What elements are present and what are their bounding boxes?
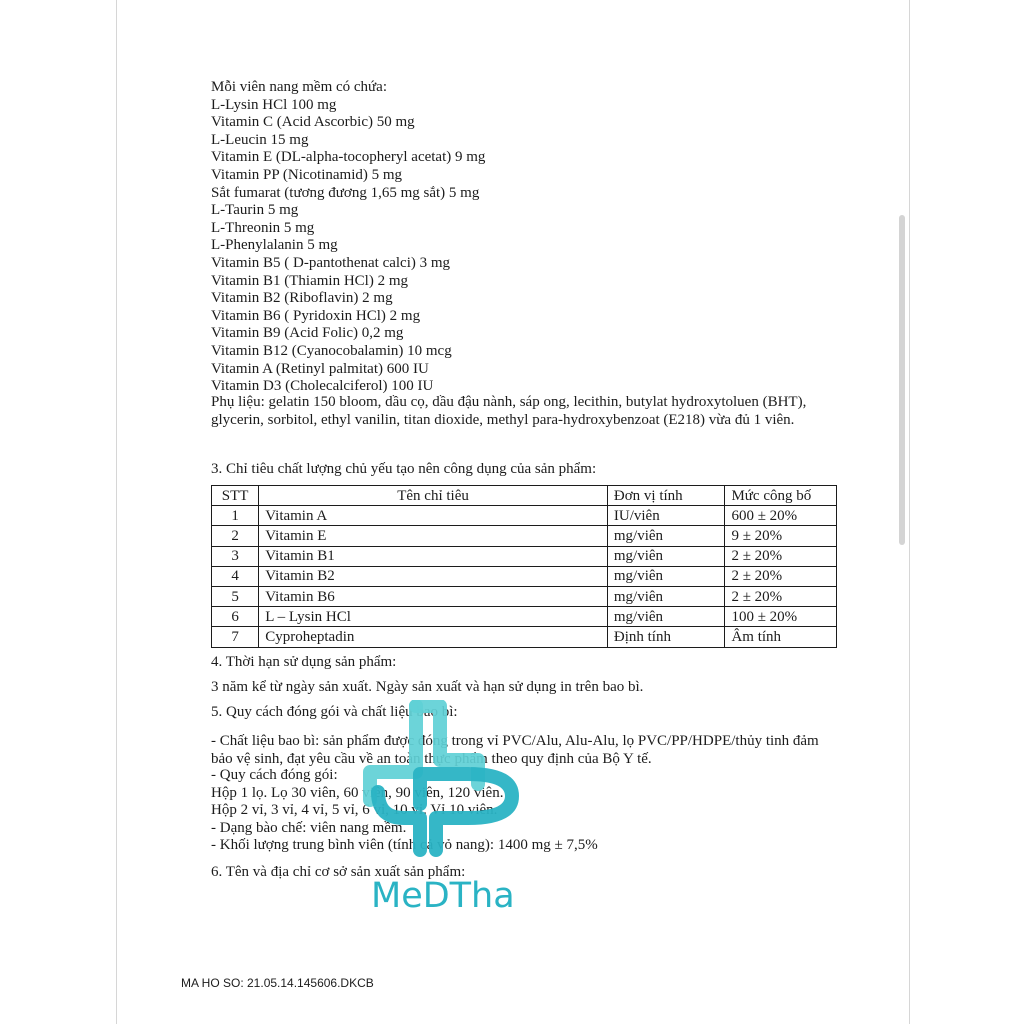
packing-option-blister: Hộp 2 vỉ, 3 vỉ, 4 vỉ, 5 vỉ, 6 vỉ, 10 vỉ. Vỉ 10 viên. (211, 802, 498, 818)
cell-unit: mg/viên (607, 546, 725, 566)
cell-stt: 4 (212, 566, 259, 586)
cell-stt: 1 (212, 506, 259, 526)
watermark-text: MeDTha (371, 876, 515, 916)
ingredient-item: Vitamin B5 ( D-pantothenat calci) 3 mg (211, 254, 451, 271)
ingredient-item: L-Threonin 5 mg (211, 219, 315, 236)
header-level: Mức công bố (725, 486, 837, 506)
ingredient-item: Vitamin A (Retinyl palmitat) 600 IU (211, 360, 429, 377)
ingredient-item: L-Lysin HCl 100 mg (211, 96, 337, 113)
cell-name: Vitamin A (259, 506, 608, 526)
cell-name: L – Lysin HCl (259, 607, 608, 627)
table-row (212, 607, 837, 627)
ingredient-item: Sắt fumarat (tương đương 1,65 mg sắt) 5 mg (211, 184, 480, 201)
cell-name: Vitamin B2 (259, 566, 608, 586)
table-row (212, 586, 837, 606)
cell-name: Vitamin B6 (259, 586, 608, 606)
cell-unit: mg/viên (607, 566, 725, 586)
table-row (212, 566, 837, 586)
ingredient-item: Vitamin D3 (Cholecalciferol) 100 IU (211, 378, 434, 395)
cell-level: 2 ± 20% (725, 566, 837, 586)
section-4-text: 3 năm kể từ ngày sản xuất. Ngày sản xuất và hạn sử dụng in trên bao bì. (211, 679, 644, 695)
ingredient-item: L-Phenylalanin 5 mg (211, 237, 338, 254)
vertical-scrollbar[interactable] (899, 215, 905, 545)
packing-label: - Quy cách đóng gói: (211, 767, 338, 783)
ingredient-list (211, 79, 851, 396)
cell-stt: 5 (212, 586, 259, 606)
section-6-title: 6. Tên và địa chỉ cơ sở sản xuất sản phẩm: (211, 864, 466, 880)
cell-unit: mg/viên (607, 586, 725, 606)
cell-level: 2 ± 20% (725, 546, 837, 566)
cell-stt: 6 (212, 607, 259, 627)
ingredient-item: Vitamin B12 (Cyanocobalamin) 10 mcg (211, 342, 452, 359)
header-stt: STT (212, 486, 259, 506)
cell-unit: mg/viên (607, 607, 725, 627)
table-row (212, 546, 837, 566)
quality-table (211, 485, 837, 648)
dossier-code: MA HO SO: 21.05.14.145606.DKCB (181, 976, 374, 990)
section-4-title: 4. Thời hạn sử dụng sản phẩm: (211, 654, 397, 670)
ingredient-item: Vitamin C (Acid Ascorbic) 50 mg (211, 114, 415, 131)
header-name: Tên chỉ tiêu (259, 486, 608, 506)
header-unit: Đơn vị tính (607, 486, 725, 506)
ingredient-item: L-Taurin 5 mg (211, 202, 299, 219)
ingredient-item: Vitamin B2 (Riboflavin) 2 mg (211, 290, 393, 307)
cell-unit: IU/viên (607, 506, 725, 526)
cell-level: 600 ± 20% (725, 506, 837, 526)
ingredient-item: Vitamin B1 (Thiamin HCl) 2 mg (211, 272, 408, 289)
cell-stt: 7 (212, 627, 259, 647)
average-weight: - Khối lượng trung bình viên (tính cả vỏ nang): 1400 mg ± 7,5% (211, 837, 598, 853)
section-3-title: 3. Chỉ tiêu chất lượng chủ yếu tạo nên công dụng của sản phẩm: (211, 461, 597, 477)
cell-unit: Định tính (607, 627, 725, 647)
cell-name: Vitamin B1 (259, 546, 608, 566)
section-5-title: 5. Quy cách đóng gói và chất liệu bao bì: (211, 704, 458, 720)
cell-level: 9 ± 20% (725, 526, 837, 546)
cell-stt: 3 (212, 546, 259, 566)
excipient-paragraph: Phụ liệu: gelatin 150 bloom, dầu cọ, dầu đậu nành, sáp ong, lecithin, butylat hydroxytoluen (BHT), glycerin, sorbitol, ethyl vanilin, titan dioxide, methyl para-hydroxybenzoat (E218) vừa đủ 1 viên. (211, 394, 807, 428)
ingredient-item: L-Leucin 15 mg (211, 131, 309, 148)
packing-option-bottle: Hộp 1 lọ. Lọ 30 viên, 60 viên, 90 viên, 120 viên. (211, 785, 504, 801)
cell-name: Vitamin E (259, 526, 608, 546)
cell-unit: mg/viên (607, 526, 725, 546)
table-row (212, 627, 837, 647)
cell-level: 2 ± 20% (725, 586, 837, 606)
ingredient-item: Vitamin PP (Nicotinamid) 5 mg (211, 166, 403, 183)
ingredient-heading: Mỗi viên nang mềm có chứa: (211, 79, 388, 95)
cell-level: 100 ± 20% (725, 607, 837, 627)
packaging-material: - Chất liệu bao bì: sản phẩm được đóng trong vỉ PVC/Alu, Alu-Alu, lọ PVC/PP/HDPE/thủy tinh đảm bảo vệ sinh, đạt yêu cầu về an toàn thực phẩm theo quy định của Bộ Y tế. (211, 733, 819, 767)
ingredient-item: Vitamin E (DL-alpha-tocopheryl acetat) 9 mg (211, 149, 486, 166)
table-header-row (212, 486, 837, 506)
table-row (212, 506, 837, 526)
cell-name: Cyproheptadin (259, 627, 608, 647)
cell-stt: 2 (212, 526, 259, 546)
table-row (212, 526, 837, 546)
ingredient-item: Vitamin B6 ( Pyridoxin HCl) 2 mg (211, 307, 421, 324)
dosage-form: - Dạng bào chế: viên nang mềm. (211, 820, 407, 836)
ingredient-item: Vitamin B9 (Acid Folic) 0,2 mg (211, 325, 404, 342)
logo-stroke-dark (420, 774, 512, 850)
cell-level: Âm tính (725, 627, 837, 647)
